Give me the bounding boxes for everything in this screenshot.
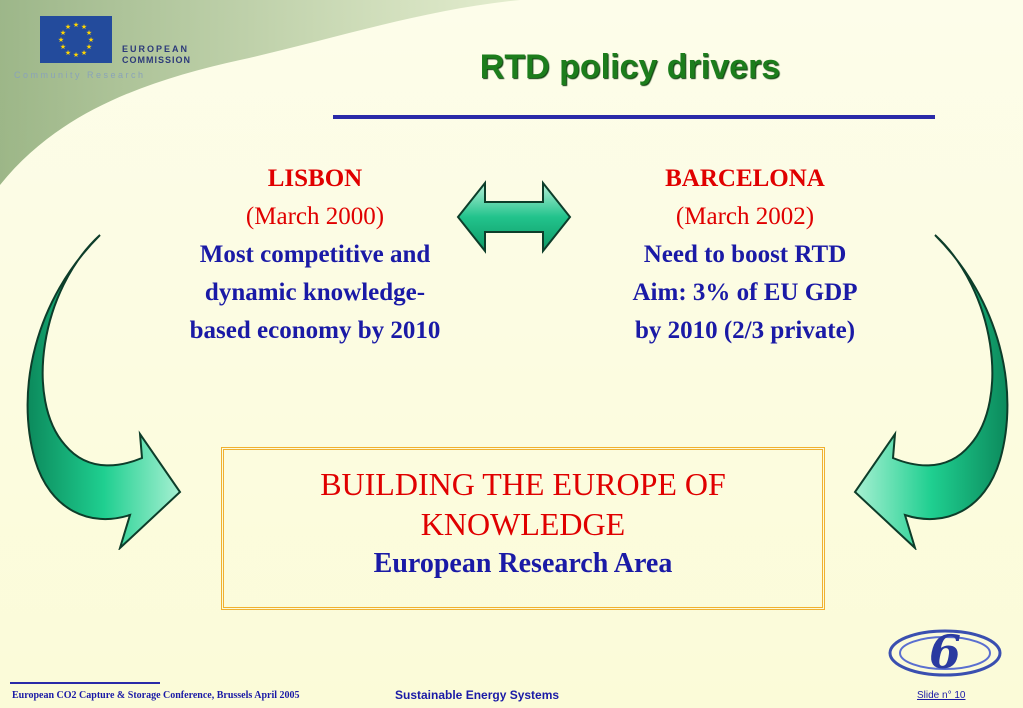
footer-rule — [10, 682, 160, 684]
org-name-line2: COMMISSION — [122, 55, 192, 65]
org-name-line1: EUROPEAN — [122, 44, 190, 54]
center-line3: European Research Area — [373, 548, 673, 579]
curved-arrow-right-icon — [845, 230, 1015, 550]
curved-arrow-left-icon — [20, 230, 190, 550]
svg-text:★: ★ — [59, 43, 67, 51]
org-subtitle: Community Research — [14, 70, 146, 80]
svg-text:★: ★ — [72, 51, 80, 59]
svg-text:★: ★ — [57, 36, 65, 44]
double-arrow-icon — [455, 180, 573, 255]
svg-text:★: ★ — [59, 29, 67, 37]
lisbon-line: dynamic knowledge- — [204, 279, 426, 306]
svg-text:★: ★ — [80, 23, 88, 31]
barcelona-line: Aim: 3% of EU GDP — [632, 279, 858, 306]
svg-text:★: ★ — [72, 21, 80, 29]
center-line1: BUILDING THE EUROPE OF — [320, 466, 726, 502]
lisbon-line: based economy by 2010 — [189, 317, 441, 344]
barcelona-line: by 2010 (2/3 private) — [634, 317, 856, 344]
barcelona-date: (March 2002) — [675, 203, 815, 230]
lisbon-date: (March 2000) — [245, 203, 385, 230]
svg-text:★: ★ — [87, 36, 95, 44]
slide-title: RTD policy drivers — [479, 48, 781, 86]
svg-text:6: 6 — [928, 625, 962, 679]
center-statement-box — [221, 447, 825, 610]
slide-number-link[interactable]: Slide n° 10 — [917, 690, 966, 701]
svg-text:★: ★ — [85, 43, 93, 51]
barcelona-heading: BARCELONA — [665, 165, 825, 192]
lisbon-heading: LISBON — [267, 165, 363, 192]
center-line2: KNOWLEDGE — [420, 506, 626, 542]
svg-text:★: ★ — [85, 29, 93, 37]
barcelona-line: Need to boost RTD — [643, 241, 847, 268]
title-underline — [333, 115, 935, 119]
fp6-logo-icon — [885, 618, 1005, 683]
lisbon-block — [150, 160, 480, 350]
svg-text:★: ★ — [80, 49, 88, 57]
footer-program: Sustainable Energy Systems — [395, 688, 560, 702]
svg-text:★: ★ — [64, 23, 72, 31]
svg-text:★: ★ — [64, 49, 72, 57]
eu-flag-icon — [40, 16, 112, 63]
lisbon-line: Most competitive and — [199, 241, 431, 268]
footer-conference: European CO2 Capture & Storage Conference, Brussels April 2005 — [12, 690, 300, 701]
